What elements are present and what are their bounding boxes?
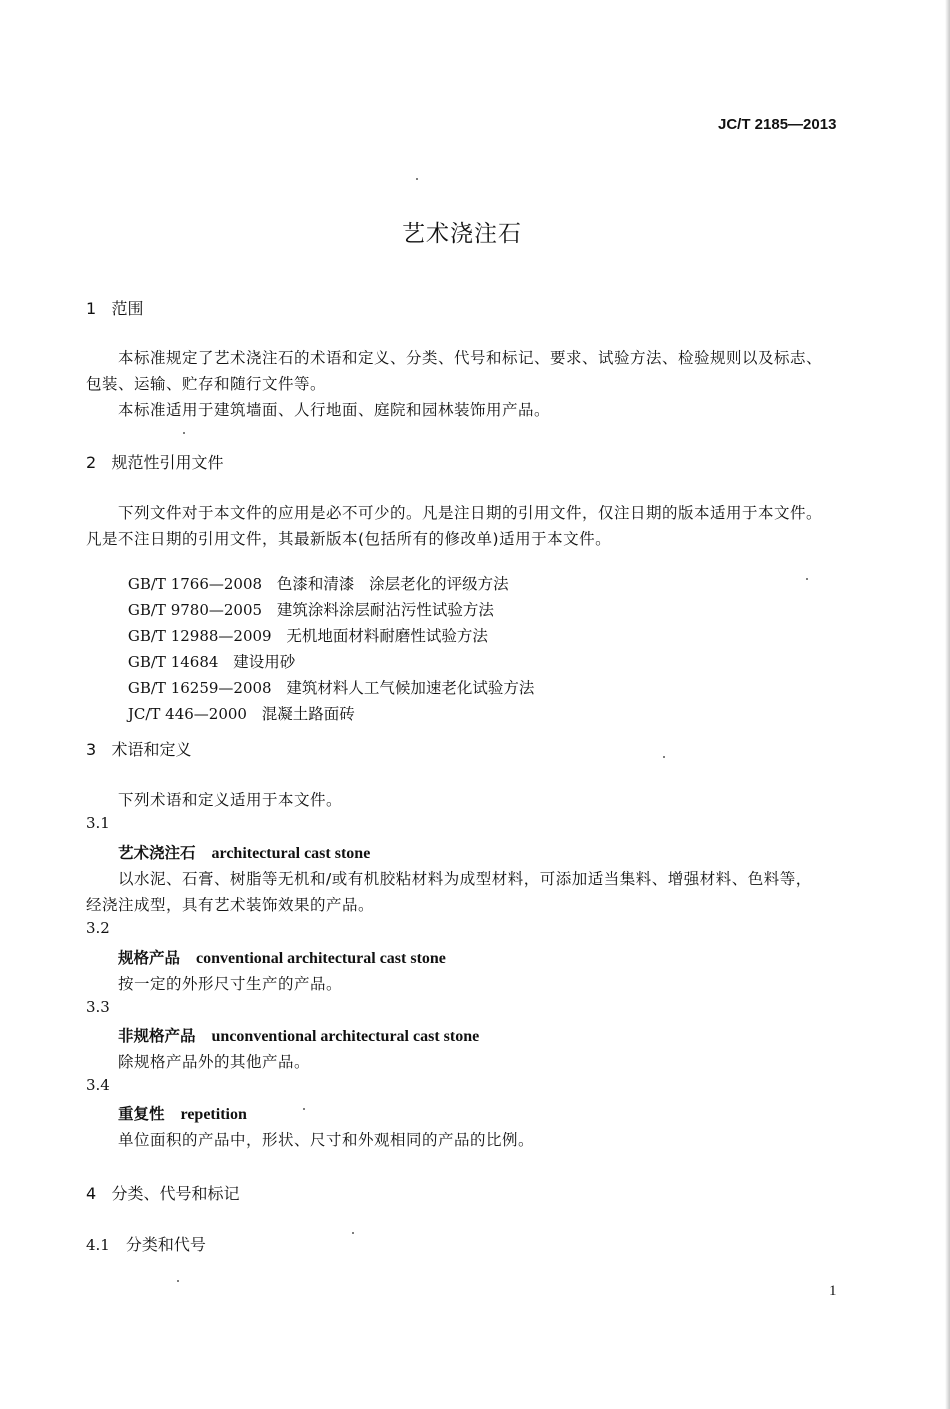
scan-speck [303, 1108, 305, 1110]
term-definition-line-2: 经浇注成型，具有艺术装饰效果的产品。 [86, 896, 375, 914]
scan-speck [663, 756, 665, 758]
reference-title: 色漆和清漆 涂层老化的评级方法 [276, 575, 509, 593]
term-heading [118, 1102, 247, 1124]
reference-title: 建筑涂料涂层耐沾污性试验方法 [276, 601, 494, 619]
section-1-heading: 1 范围 [86, 299, 144, 318]
term-en: repetition [180, 1106, 247, 1123]
section-2-intro-line-1: 下列文件对于本文件的应用是必不可少的。凡是注日期的引用文件，仅注日期的版本适用于本文件。 [118, 504, 823, 522]
scan-speck [416, 178, 418, 180]
section-1-paragraph-1-line-2: 包装、运输、贮存和随行文件等。 [86, 375, 327, 393]
reference-title: 建设用砂 [233, 653, 296, 671]
term-en: conventional architectural cast stone [196, 950, 446, 967]
section-4-heading: 4 分类、代号和标记 [86, 1184, 240, 1203]
reference-code: GB/T 1766—2008 [127, 575, 263, 593]
term-number: 3.2 [86, 919, 110, 937]
document-title: 艺术浇注石 [402, 221, 522, 247]
subsection-number: 4.1 [86, 1236, 110, 1254]
term-zh: 艺术浇注石 [118, 844, 196, 862]
term-number: 3.1 [86, 814, 110, 832]
reference-code: GB/T 12988—2009 [127, 627, 272, 645]
reference-code: JC/T 446—2000 [127, 705, 247, 723]
page-number: 1 [829, 1283, 837, 1299]
subsection-4-1-heading [86, 1232, 206, 1255]
term-number: 3.4 [86, 1076, 110, 1094]
term-heading [118, 946, 446, 968]
term-number: 3.3 [86, 998, 110, 1016]
reference-title: 无机地面材料耐磨性试验方法 [286, 627, 488, 645]
term-zh: 重复性 [118, 1105, 165, 1123]
term-en: unconventional architectural cast stone [211, 1028, 480, 1045]
section-2-intro-line-2: 凡是不注日期的引用文件，其最新版本(包括所有的修改单)适用于本文件。 [86, 530, 612, 548]
term-definition-line-1: 单位面积的产品中，形状、尺寸和外观相同的产品的比例。 [118, 1131, 535, 1149]
reference-code: GB/T 16259—2008 [127, 679, 272, 697]
subsection-title: 分类和代号 [125, 1235, 206, 1254]
scan-speck [806, 578, 808, 580]
scan-speck [352, 1232, 354, 1234]
reference-item [118, 684, 355, 724]
term-heading [118, 841, 370, 863]
term-zh: 规格产品 [118, 949, 181, 967]
term-en: architectural cast stone [211, 845, 371, 862]
term-definition-line-1: 按一定的外形尺寸生产的产品。 [118, 975, 343, 993]
section-1-paragraph-2: 本标准适用于建筑墙面、人行地面、庭院和园林装饰用产品。 [118, 401, 551, 419]
term-heading [118, 1024, 479, 1046]
section-3-intro: 下列术语和定义适用于本文件。 [118, 791, 343, 809]
term-definition-line-1: 除规格产品外的其他产品。 [118, 1053, 311, 1071]
page-edge-shadow [945, 0, 950, 1409]
term-zh: 非规格产品 [118, 1027, 196, 1045]
section-3-heading: 3 术语和定义 [86, 740, 192, 759]
scan-speck [183, 432, 185, 434]
reference-title: 建筑材料人工气候加速老化试验方法 [286, 679, 535, 697]
section-2-heading: 2 规范性引用文件 [86, 453, 224, 472]
standard-code: JC/T 2185—2013 [718, 116, 837, 133]
reference-title: 混凝土路面砖 [261, 705, 355, 723]
reference-code: GB/T 14684 [127, 653, 219, 671]
scan-speck [177, 1280, 179, 1282]
section-1-paragraph-1-line-1: 本标准规定了艺术浇注石的术语和定义、分类、代号和标记、要求、试验方法、检验规则以及标志、 [118, 349, 823, 367]
reference-code: GB/T 9780—2005 [127, 601, 263, 619]
term-definition-line-1: 以水泥、石膏、树脂等无机和/或有机胶粘材料为成型材料，可添加适当集料、增强材料、色料等， [118, 870, 812, 888]
